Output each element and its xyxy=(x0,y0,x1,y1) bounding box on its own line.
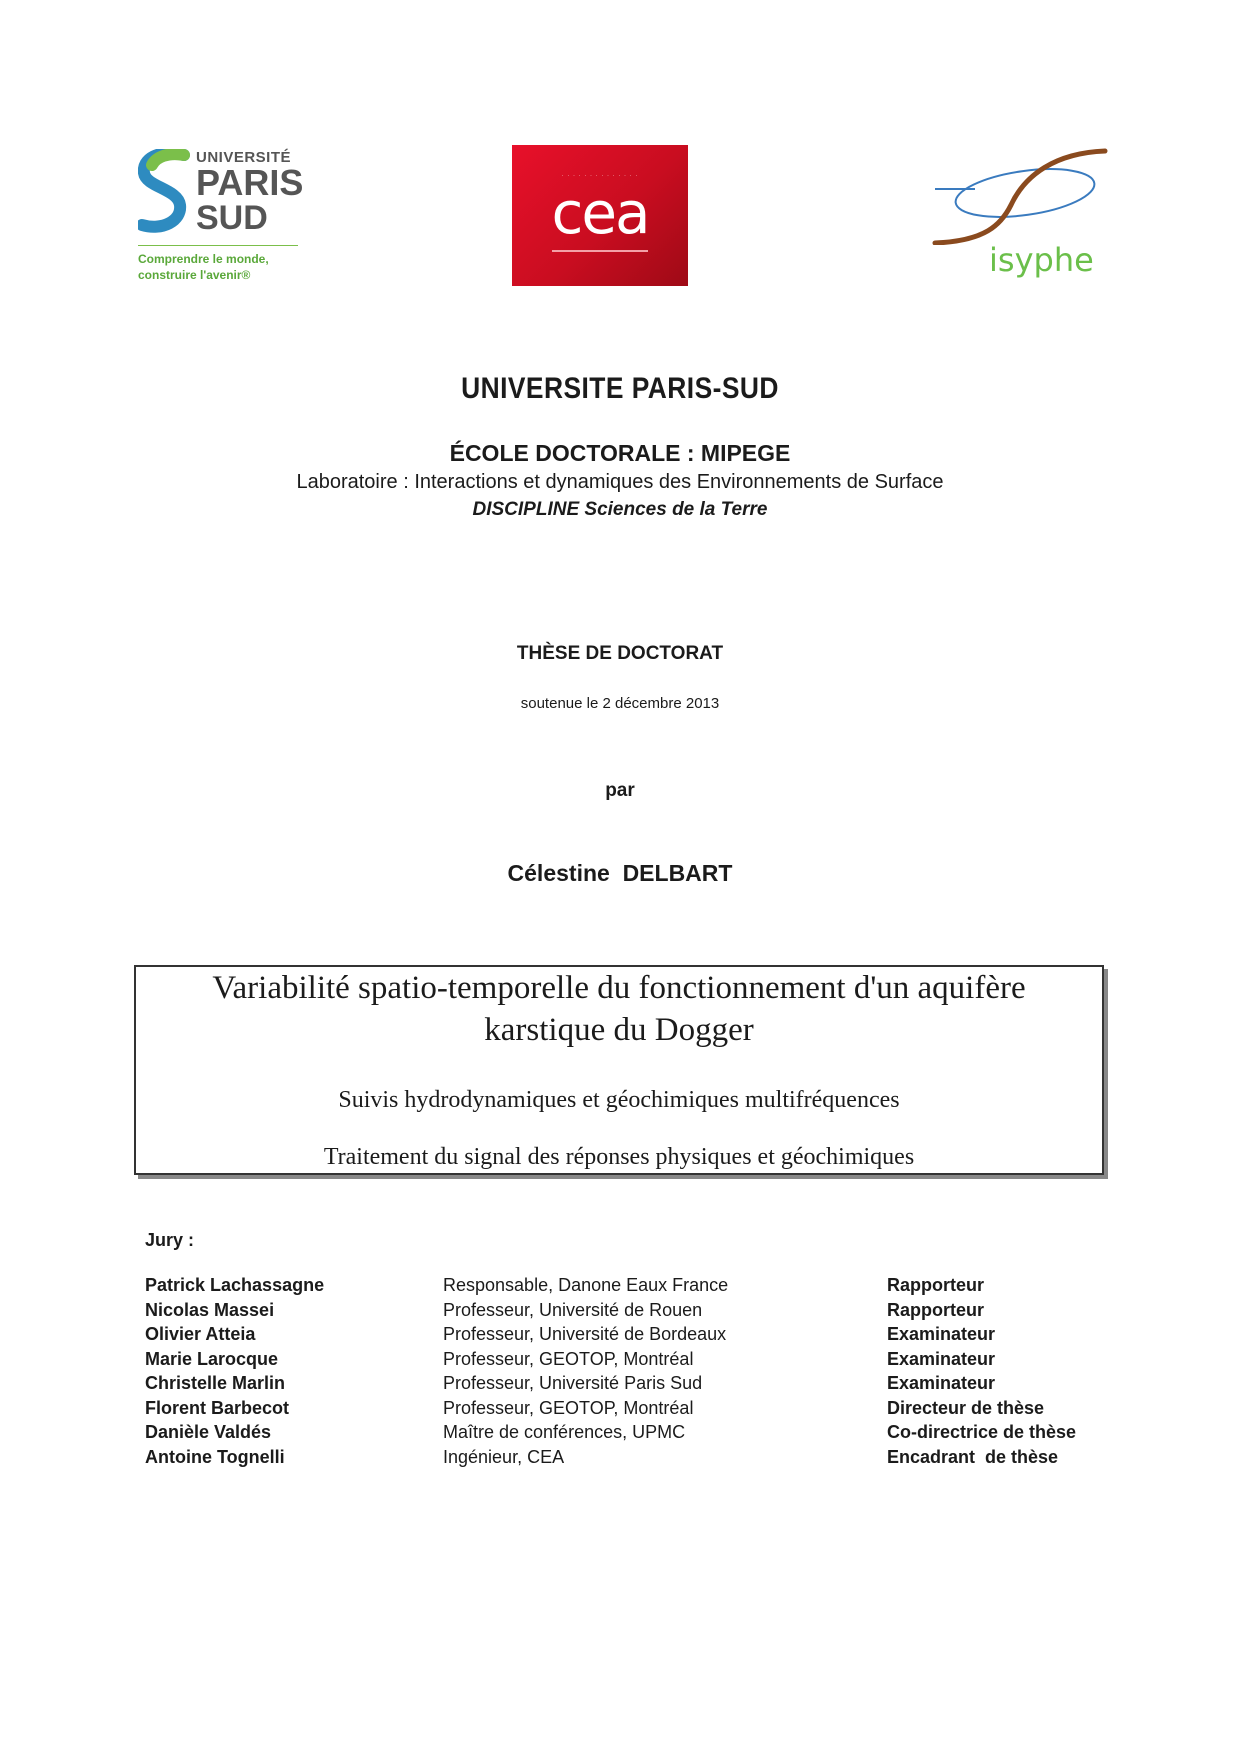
jury-label: Jury : xyxy=(145,1230,195,1250)
jury-member-affiliation: Professeur, Université Paris Sud xyxy=(443,1373,703,1393)
ecole-doctorale: ÉCOLE DOCTORALE : MIPEGE xyxy=(449,440,791,466)
jury-member-affiliation: Professeur, GEOTOP, Montréal xyxy=(443,1397,694,1418)
jury-member-affiliation: Professeur, Université de Rouen xyxy=(443,1299,703,1320)
university-name: UNIVERSITE PARIS-SUD xyxy=(461,372,779,405)
jury-member-name: Olivier Atteia xyxy=(145,1324,256,1344)
jury-member-name: Florent Barbecot xyxy=(145,1397,290,1418)
jury-member-role: Examinateur xyxy=(887,1373,996,1393)
ups-s-mark-icon xyxy=(138,149,190,235)
jury-member-role: Examinateur xyxy=(887,1348,996,1369)
jury-member-affiliation: Responsable, Danone Eaux France xyxy=(443,1275,729,1295)
ups-logo-rule xyxy=(138,245,298,246)
cea-logo-strapline: · · · · · · · · · · · · · · xyxy=(561,173,639,179)
cea-logo xyxy=(512,145,688,286)
jury-member-name: Danièle Valdés xyxy=(145,1422,272,1442)
jury-row xyxy=(145,1324,1125,1349)
jury-row xyxy=(145,1398,1125,1423)
ups-logo-line3: SUD xyxy=(196,199,268,237)
jury-member-affiliation: Maître de conférences, UPMC xyxy=(443,1422,686,1442)
isyphe-logo xyxy=(915,145,1125,290)
jury-member-role: Co-directrice de thèse xyxy=(887,1422,1077,1442)
jury-member-role: Examinateur xyxy=(887,1324,996,1344)
jury-row xyxy=(145,1300,1125,1325)
jury-row xyxy=(145,1275,1125,1300)
jury-member-affiliation: Professeur, GEOTOP, Montréal xyxy=(443,1348,694,1369)
laboratoire: Laboratoire : Interactions et dynamiques des Environnements de Surface xyxy=(296,471,944,493)
jury-row xyxy=(145,1422,1125,1447)
jury-member-name: Nicolas Massei xyxy=(145,1299,275,1320)
thesis-subtitle1: Suivis hydrodynamiques et géochimiques multifréquences xyxy=(338,1087,900,1113)
author-name: Célestine DELBART xyxy=(507,860,733,886)
thesis-subtitle2: Traitement du signal des réponses physiques et géochimiques xyxy=(323,1144,915,1170)
discipline: DISCIPLINE Sciences de la Terre xyxy=(472,499,768,520)
thesis-title-line1: Variabilité spatio-temporelle du fonctionnement d'un aquifère xyxy=(212,970,1026,1006)
jury-member-name: Christelle Marlin xyxy=(145,1373,286,1393)
ups-logo-tagline2: construire l'avenir® xyxy=(138,268,251,282)
thesis-title-box xyxy=(134,965,1104,1175)
cea-logo-word: cea xyxy=(551,179,649,247)
jury-list xyxy=(145,1275,1125,1471)
jury-member-role: Rapporteur xyxy=(887,1275,985,1295)
defense-date: soutenue le 2 décembre 2013 xyxy=(520,695,720,712)
thesis-type: THÈSE DE DOCTORAT xyxy=(516,643,724,664)
jury-row xyxy=(145,1349,1125,1374)
par-label: par xyxy=(605,780,635,801)
isyphe-logo-word: isyphe xyxy=(989,241,1094,279)
jury-member-affiliation: Professeur, Université de Bordeaux xyxy=(443,1324,727,1344)
jury-member-role: Rapporteur xyxy=(887,1299,985,1320)
jury-member-name: Antoine Tognelli xyxy=(145,1446,285,1467)
thesis-title-line2: karstique du Dogger xyxy=(484,1012,754,1048)
ups-logo-tagline1: Comprendre le monde, xyxy=(138,252,269,266)
universite-paris-sud-logo xyxy=(138,145,308,295)
jury-member-role: Encadrant de thèse xyxy=(887,1446,1059,1467)
jury-member-name: Patrick Lachassagne xyxy=(145,1275,325,1295)
ups-logo-line1: UNIVERSITÉ xyxy=(196,149,292,166)
isyphe-swirl-icon xyxy=(915,145,1125,245)
ups-logo-line2: PARIS xyxy=(196,162,304,203)
jury-member-affiliation: Ingénieur, CEA xyxy=(443,1446,565,1467)
jury-member-role: Directeur de thèse xyxy=(887,1397,1045,1418)
cea-logo-bar xyxy=(552,250,648,252)
jury-row xyxy=(145,1373,1125,1398)
thesis-title xyxy=(136,967,1102,1051)
jury-member-name: Marie Larocque xyxy=(145,1348,279,1369)
jury-row xyxy=(145,1447,1125,1472)
